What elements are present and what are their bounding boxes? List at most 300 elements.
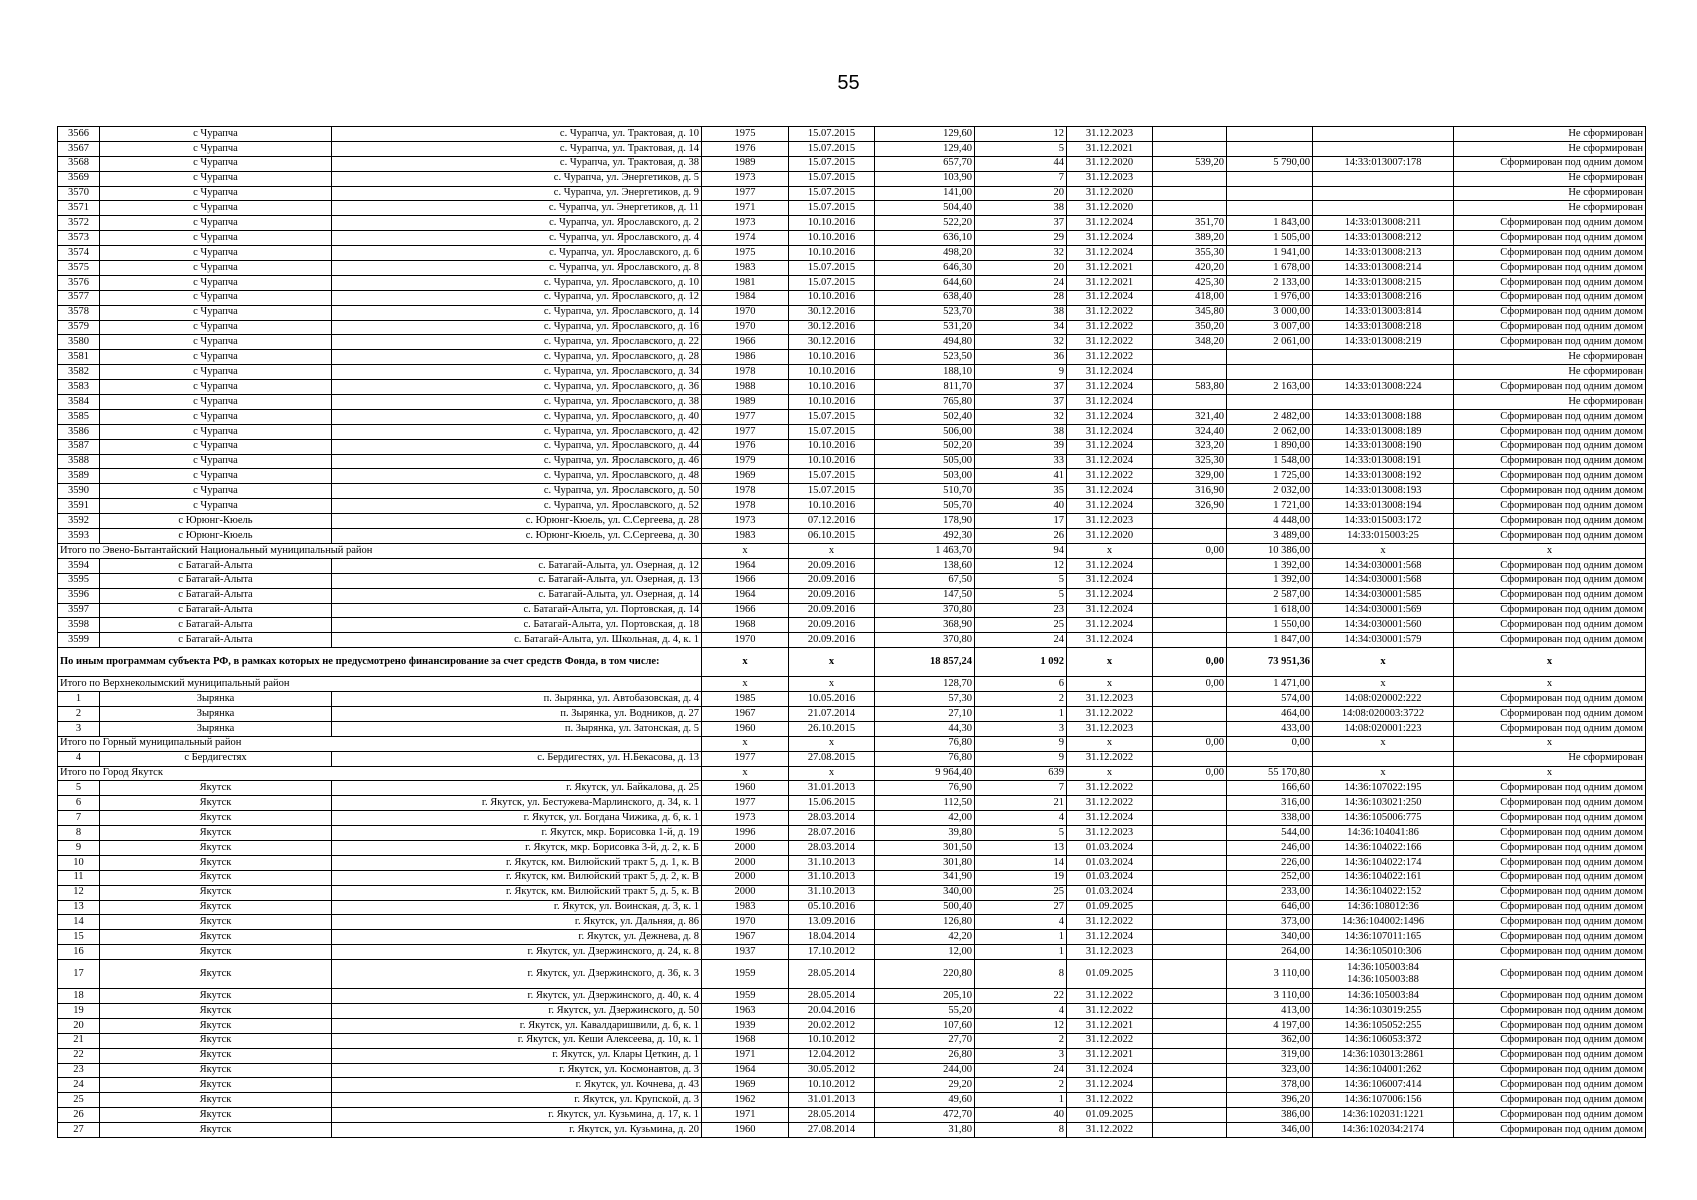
table-cell: 3597 xyxy=(58,603,100,618)
table-cell: 3577 xyxy=(58,290,100,305)
table-cell: 30.12.2016 xyxy=(789,305,875,320)
table-cell: 26.10.2015 xyxy=(789,721,875,736)
table-cell: г. Якутск, мкр. Борисовка 3-й, д. 2, к. Б xyxy=(332,840,702,855)
housing-registry-table xyxy=(57,126,1646,1138)
table-cell: 1 xyxy=(975,706,1067,721)
table-cell: 1970 xyxy=(702,633,789,648)
table-cell: 01.09.2025 xyxy=(1067,1108,1153,1123)
table-cell: с Чурапча xyxy=(100,395,332,410)
table-cell: 14:33:013003:814 xyxy=(1313,305,1454,320)
table-row xyxy=(58,231,1646,246)
table-cell xyxy=(1227,141,1313,156)
table-cell: Якутск xyxy=(100,900,332,915)
table-cell: с. Чурапча, ул. Ярославского, д. 40 xyxy=(332,409,702,424)
table-cell: 31.12.2024 xyxy=(1067,811,1153,826)
table-cell: 498,20 xyxy=(875,246,975,261)
table-cell: 31.12.2022 xyxy=(1067,706,1153,721)
table-cell: 3594 xyxy=(58,558,100,573)
table-cell: 7 xyxy=(975,171,1067,186)
table-cell: 16 xyxy=(58,945,100,960)
table-cell: 5 xyxy=(975,588,1067,603)
table-cell: 14:33:013008:191 xyxy=(1313,454,1454,469)
table-cell: 531,20 xyxy=(875,320,975,335)
table-cell: 31.12.2022 xyxy=(1067,350,1153,365)
table-row xyxy=(58,1078,1646,1093)
table-cell: Зырянка xyxy=(100,692,332,707)
table-cell: 27.08.2015 xyxy=(789,751,875,766)
table-cell: 20.09.2016 xyxy=(789,603,875,618)
table-cell: 28.03.2014 xyxy=(789,811,875,826)
table-cell: Сформирован под одним домом xyxy=(1454,1018,1646,1033)
subtotal-cell: 0,00 xyxy=(1153,648,1227,677)
table-cell: 12 xyxy=(975,127,1067,142)
table-cell xyxy=(1153,826,1227,841)
table-cell: 31.12.2024 xyxy=(1067,439,1153,454)
table-row xyxy=(58,633,1646,648)
table-cell: Сформирован под одним домом xyxy=(1454,618,1646,633)
table-cell: 14:33:013008:213 xyxy=(1313,246,1454,261)
table-cell: 31.12.2021 xyxy=(1067,1018,1153,1033)
table-cell: 522,20 xyxy=(875,216,975,231)
table-cell: 14:36:104022:152 xyxy=(1313,885,1454,900)
table-cell: 14:36:107011:165 xyxy=(1313,930,1454,945)
table-cell xyxy=(1313,127,1454,142)
table-cell: с. Чурапча, ул. Трактовая, д. 10 xyxy=(332,127,702,142)
table-cell: 1969 xyxy=(702,1078,789,1093)
table-cell: 1973 xyxy=(702,514,789,529)
subtotal-cell: x xyxy=(1313,736,1454,751)
table-cell: 370,80 xyxy=(875,603,975,618)
table-cell: Сформирован под одним домом xyxy=(1454,320,1646,335)
table-cell: 24 xyxy=(975,633,1067,648)
table-cell: 40 xyxy=(975,1108,1067,1123)
table-cell: Якутск xyxy=(100,1048,332,1063)
table-cell: с. Чурапча, ул. Ярославского, д. 28 xyxy=(332,350,702,365)
table-cell: 1 392,00 xyxy=(1227,573,1313,588)
table-cell: 340,00 xyxy=(875,885,975,900)
table-cell: Сформирован под одним домом xyxy=(1454,826,1646,841)
subtotal-row xyxy=(58,736,1646,751)
table-cell: 1962 xyxy=(702,1093,789,1108)
table-cell: 31.12.2022 xyxy=(1067,989,1153,1004)
table-row xyxy=(58,409,1646,424)
table-cell: 25 xyxy=(975,885,1067,900)
subtotal-cell: 1 463,70 xyxy=(875,543,975,558)
table-cell: 205,10 xyxy=(875,989,975,1004)
table-cell: 2 xyxy=(975,1078,1067,1093)
table-cell: 324,40 xyxy=(1153,424,1227,439)
table-cell: 1 xyxy=(975,930,1067,945)
table-cell: 67,50 xyxy=(875,573,975,588)
table-cell: 12,00 xyxy=(875,945,975,960)
table-cell: г. Якутск, км. Вилюйский тракт 5, д. 5, к. В xyxy=(332,885,702,900)
table-cell: 15.07.2015 xyxy=(789,409,875,424)
table-cell: 31.12.2024 xyxy=(1067,365,1153,380)
table-cell xyxy=(1227,395,1313,410)
table-cell: г. Якутск, ул. Дзержинского, д. 50 xyxy=(332,1003,702,1018)
table-cell: Якутск xyxy=(100,885,332,900)
table-row xyxy=(58,365,1646,380)
table-cell xyxy=(1153,1003,1227,1018)
table-cell: г. Якутск, ул. Кузьмина, д. 17, к. 1 xyxy=(332,1108,702,1123)
subtotal-row xyxy=(58,766,1646,781)
table-cell: с. Бердигестях, ул. Н.Бекасова, д. 13 xyxy=(332,751,702,766)
table-cell: с Чурапча xyxy=(100,469,332,484)
table-cell: Сформирован под одним домом xyxy=(1454,989,1646,1004)
table-cell: 76,80 xyxy=(875,751,975,766)
table-body xyxy=(58,127,1646,1138)
table-cell: 21.07.2014 xyxy=(789,706,875,721)
table-row xyxy=(58,201,1646,216)
table-cell: 14:33:013008:190 xyxy=(1313,439,1454,454)
table-cell xyxy=(1153,989,1227,1004)
subtotal-cell: x xyxy=(1313,677,1454,692)
table-cell: п. Зырянка, ул. Затонская, д. 5 xyxy=(332,721,702,736)
subtotal-cell: 94 xyxy=(975,543,1067,558)
table-cell: 27,70 xyxy=(875,1033,975,1048)
subtotal-cell: x xyxy=(1067,736,1153,751)
table-cell: 244,00 xyxy=(875,1063,975,1078)
subtotal-cell: 1 092 xyxy=(975,648,1067,677)
table-cell: 1 847,00 xyxy=(1227,633,1313,648)
table-cell: Сформирован под одним домом xyxy=(1454,499,1646,514)
table-cell: 1970 xyxy=(702,915,789,930)
table-row xyxy=(58,1123,1646,1138)
table-cell xyxy=(1153,796,1227,811)
table-cell: 28.05.2014 xyxy=(789,989,875,1004)
subtotal-cell: x xyxy=(702,736,789,751)
table-cell xyxy=(1153,171,1227,186)
table-cell: Сформирован под одним домом xyxy=(1454,469,1646,484)
subtotal-label: Итого по Горный муниципальный район xyxy=(58,736,702,751)
table-cell: 1978 xyxy=(702,484,789,499)
subtotal-cell: x xyxy=(1313,543,1454,558)
table-cell: 3580 xyxy=(58,335,100,350)
table-cell: 14:36:104041:86 xyxy=(1313,826,1454,841)
table-cell: 14:34:030001:568 xyxy=(1313,558,1454,573)
table-cell: 31.12.2024 xyxy=(1067,424,1153,439)
subtotal-label: Итого по Верхнеколымский муниципальный район xyxy=(58,677,702,692)
table-cell: 3581 xyxy=(58,350,100,365)
table-cell: 9 xyxy=(975,751,1067,766)
table-cell: 1978 xyxy=(702,365,789,380)
table-cell: с. Батагай-Алыта, ул. Озерная, д. 14 xyxy=(332,588,702,603)
table-row xyxy=(58,900,1646,915)
table-cell: с Чурапча xyxy=(100,409,332,424)
table-cell: 31.12.2021 xyxy=(1067,275,1153,290)
table-cell: 20.09.2016 xyxy=(789,558,875,573)
table-cell: 3571 xyxy=(58,201,100,216)
table-cell: Не сформирован xyxy=(1454,186,1646,201)
table-cell: 1970 xyxy=(702,320,789,335)
table-cell: 31.12.2022 xyxy=(1067,781,1153,796)
table-cell: 3575 xyxy=(58,261,100,276)
table-cell: 25 xyxy=(975,618,1067,633)
table-cell: Сформирован под одним домом xyxy=(1454,1078,1646,1093)
table-cell: 3583 xyxy=(58,380,100,395)
table-cell: г. Якутск, ул. Крупской, д. 3 xyxy=(332,1093,702,1108)
table-cell: 39 xyxy=(975,439,1067,454)
table-cell: с Чурапча xyxy=(100,141,332,156)
table-cell: 141,00 xyxy=(875,186,975,201)
table-cell: 2 xyxy=(975,1033,1067,1048)
table-cell: 31.12.2023 xyxy=(1067,721,1153,736)
table-cell: 1 550,00 xyxy=(1227,618,1313,633)
table-cell: 3 xyxy=(58,721,100,736)
subtotal-cell: 9 964,40 xyxy=(875,766,975,781)
table-row xyxy=(58,692,1646,707)
table-cell: Сформирован под одним домом xyxy=(1454,261,1646,276)
table-cell: Сформирован под одним домом xyxy=(1454,275,1646,290)
table-cell: 3585 xyxy=(58,409,100,424)
table-cell: 389,20 xyxy=(1153,231,1227,246)
table-cell: 5 790,00 xyxy=(1227,156,1313,171)
table-cell: 14:33:015003:25 xyxy=(1313,529,1454,544)
table-cell: Не сформирован xyxy=(1454,141,1646,156)
table-cell: 14:33:013008:189 xyxy=(1313,424,1454,439)
table-cell: 31.12.2022 xyxy=(1067,320,1153,335)
table-cell: с Чурапча xyxy=(100,320,332,335)
table-cell: 2 133,00 xyxy=(1227,275,1313,290)
table-cell: 10.10.2016 xyxy=(789,439,875,454)
table-cell: 3592 xyxy=(58,514,100,529)
table-cell: 3572 xyxy=(58,216,100,231)
table-cell: 14:33:013008:218 xyxy=(1313,320,1454,335)
subtotal-cell: 128,70 xyxy=(875,677,975,692)
table-cell: 4 448,00 xyxy=(1227,514,1313,529)
table-cell: с. Чурапча, ул. Энергетиков, д. 11 xyxy=(332,201,702,216)
table-cell: 1 890,00 xyxy=(1227,439,1313,454)
table-cell: 22 xyxy=(58,1048,100,1063)
table-cell: 1978 xyxy=(702,499,789,514)
table-cell: Якутск xyxy=(100,1078,332,1093)
table-cell: 14:36:103019:255 xyxy=(1313,1003,1454,1018)
table-cell: 38 xyxy=(975,424,1067,439)
table-cell: с Бердигестях xyxy=(100,751,332,766)
table-cell: 3 xyxy=(975,1048,1067,1063)
table-cell: 17 xyxy=(58,960,100,989)
table-row xyxy=(58,350,1646,365)
table-cell: 1964 xyxy=(702,588,789,603)
table-row xyxy=(58,141,1646,156)
table-cell: Не сформирован xyxy=(1454,365,1646,380)
table-cell: 1976 xyxy=(702,439,789,454)
subtotal-cell: 10 386,00 xyxy=(1227,543,1313,558)
table-cell: с Чурапча xyxy=(100,216,332,231)
table-cell: 103,90 xyxy=(875,171,975,186)
table-cell xyxy=(1153,603,1227,618)
table-row xyxy=(58,618,1646,633)
table-row xyxy=(58,588,1646,603)
table-cell: 544,00 xyxy=(1227,826,1313,841)
table-cell: 31.12.2022 xyxy=(1067,915,1153,930)
table-cell: с Чурапча xyxy=(100,424,332,439)
table-row xyxy=(58,811,1646,826)
subtotal-cell: x xyxy=(1067,766,1153,781)
table-cell: 3573 xyxy=(58,231,100,246)
table-cell: Не сформирован xyxy=(1454,751,1646,766)
subtotal-cell: x xyxy=(1454,543,1646,558)
table-cell: 31.12.2022 xyxy=(1067,1123,1153,1138)
table-cell: с Батагай-Алыта xyxy=(100,573,332,588)
table-cell: 42,20 xyxy=(875,930,975,945)
table-cell: 31.12.2024 xyxy=(1067,558,1153,573)
table-cell: 31.12.2024 xyxy=(1067,499,1153,514)
table-cell: г. Якутск, км. Вилюйский тракт 5, д. 2, к. В xyxy=(332,870,702,885)
table-cell: 1983 xyxy=(702,529,789,544)
table-cell: Сформирован под одним домом xyxy=(1454,706,1646,721)
table-cell: 28.05.2014 xyxy=(789,1108,875,1123)
table-cell: 14:36:103021:250 xyxy=(1313,796,1454,811)
table-cell: 14:36:103013:2861 xyxy=(1313,1048,1454,1063)
subtotal-cell: x xyxy=(789,543,875,558)
table-cell: 5 xyxy=(975,826,1067,841)
table-cell: 502,40 xyxy=(875,409,975,424)
table-cell: 01.03.2024 xyxy=(1067,855,1153,870)
subtotal-cell: x xyxy=(702,677,789,692)
table-cell: 1977 xyxy=(702,186,789,201)
table-cell: 583,80 xyxy=(1153,380,1227,395)
table-cell: 1963 xyxy=(702,1003,789,1018)
table-cell: 4 xyxy=(58,751,100,766)
table-cell: 14:36:102031:1221 xyxy=(1313,1108,1454,1123)
table-cell: 31.12.2023 xyxy=(1067,514,1153,529)
table-cell: 1975 xyxy=(702,246,789,261)
table-cell: 1964 xyxy=(702,1063,789,1078)
table-row xyxy=(58,290,1646,305)
table-cell: г. Якутск, ул. Богдана Чижика, д. 6, к. 1 xyxy=(332,811,702,826)
table-row xyxy=(58,514,1646,529)
table-cell: 31.12.2023 xyxy=(1067,826,1153,841)
table-cell: 1977 xyxy=(702,424,789,439)
table-cell: Якутск xyxy=(100,796,332,811)
table-cell: с. Чурапча, ул. Ярославского, д. 42 xyxy=(332,424,702,439)
table-cell: 14:36:106053:372 xyxy=(1313,1033,1454,1048)
table-cell: 31.12.2020 xyxy=(1067,529,1153,544)
table-row xyxy=(58,395,1646,410)
table-cell: с. Чурапча, ул. Ярославского, д. 6 xyxy=(332,246,702,261)
table-cell: Сформирован под одним домом xyxy=(1454,514,1646,529)
table-cell: 1966 xyxy=(702,603,789,618)
table-cell: 13 xyxy=(975,840,1067,855)
table-cell: 31.12.2023 xyxy=(1067,127,1153,142)
table-cell: с. Чурапча, ул. Трактовая, д. 14 xyxy=(332,141,702,156)
table-cell: 1988 xyxy=(702,380,789,395)
table-cell: 3 007,00 xyxy=(1227,320,1313,335)
table-cell: г. Якутск, ул. Бестужева-Марлинского, д. 34, к. 1 xyxy=(332,796,702,811)
table-cell: с. Чурапча, ул. Энергетиков, д. 5 xyxy=(332,171,702,186)
table-cell: Сформирован под одним домом xyxy=(1454,945,1646,960)
table-cell: 31.12.2024 xyxy=(1067,930,1153,945)
table-cell: Сформирован под одним домом xyxy=(1454,1123,1646,1138)
table-cell: с Чурапча xyxy=(100,246,332,261)
table-cell: 17.10.2012 xyxy=(789,945,875,960)
table-cell: 765,80 xyxy=(875,395,975,410)
table-cell: 10 xyxy=(58,855,100,870)
table-cell: 07.12.2016 xyxy=(789,514,875,529)
table-cell: Якутск xyxy=(100,1063,332,1078)
table-row xyxy=(58,1108,1646,1123)
table-cell: 3588 xyxy=(58,454,100,469)
table-cell: Сформирован под одним домом xyxy=(1454,573,1646,588)
table-cell: 37 xyxy=(975,380,1067,395)
table-cell: 31.12.2023 xyxy=(1067,171,1153,186)
table-row xyxy=(58,989,1646,1004)
table-cell: 3 110,00 xyxy=(1227,989,1313,1004)
table-cell: 2000 xyxy=(702,855,789,870)
table-cell: 510,70 xyxy=(875,484,975,499)
table-cell: 14:36:104002:1496 xyxy=(1313,915,1454,930)
subtotal-cell: 18 857,24 xyxy=(875,648,975,677)
table-cell: 1960 xyxy=(702,781,789,796)
table-cell: 31.12.2024 xyxy=(1067,1078,1153,1093)
table-cell: 226,00 xyxy=(1227,855,1313,870)
table-cell: 3578 xyxy=(58,305,100,320)
table-cell: 31.12.2024 xyxy=(1067,380,1153,395)
subtotal-cell: 55 170,80 xyxy=(1227,766,1313,781)
table-row xyxy=(58,499,1646,514)
table-cell: 22 xyxy=(975,989,1067,1004)
program-total-row xyxy=(58,648,1646,677)
subtotal-row xyxy=(58,677,1646,692)
table-cell: 10.10.2016 xyxy=(789,499,875,514)
table-cell: 9 xyxy=(975,365,1067,380)
table-cell: 29,20 xyxy=(875,1078,975,1093)
table-row xyxy=(58,840,1646,855)
table-cell: 1959 xyxy=(702,960,789,989)
table-cell: г. Якутск, ул. Байкалова, д. 25 xyxy=(332,781,702,796)
table-cell xyxy=(1313,350,1454,365)
table-cell: 28.03.2014 xyxy=(789,840,875,855)
subtotal-cell: 0,00 xyxy=(1153,766,1227,781)
table-cell: 10.10.2016 xyxy=(789,216,875,231)
table-cell xyxy=(1227,201,1313,216)
table-cell: Якутск xyxy=(100,1018,332,1033)
table-cell: с Юрюнг-Кюель xyxy=(100,529,332,544)
table-cell: 2 061,00 xyxy=(1227,335,1313,350)
table-cell: 14:33:013008:219 xyxy=(1313,335,1454,350)
cadastral-number-line: 14:36:105003:88 xyxy=(1347,974,1419,986)
subtotal-cell: x xyxy=(789,766,875,781)
table-cell: 574,00 xyxy=(1227,692,1313,707)
table-cell: 15.07.2015 xyxy=(789,261,875,276)
table-cell: 31.12.2024 xyxy=(1067,231,1153,246)
table-row xyxy=(58,1048,1646,1063)
table-cell: 1959 xyxy=(702,989,789,1004)
table-cell: 3586 xyxy=(58,424,100,439)
table-cell: 1989 xyxy=(702,156,789,171)
table-cell: 10.10.2016 xyxy=(789,290,875,305)
table-cell: 14:33:013008:193 xyxy=(1313,484,1454,499)
table-cell: 323,20 xyxy=(1153,439,1227,454)
table-cell: 37 xyxy=(975,216,1067,231)
table-cell: 26 xyxy=(58,1108,100,1123)
table-cell: 19 xyxy=(975,870,1067,885)
table-cell: Сформирован под одним домом xyxy=(1454,1108,1646,1123)
subtotal-cell: 0,00 xyxy=(1153,543,1227,558)
table-cell xyxy=(1153,201,1227,216)
table-cell: 1939 xyxy=(702,1018,789,1033)
table-cell: с. Чурапча, ул. Ярославского, д. 34 xyxy=(332,365,702,380)
table-cell: с Чурапча xyxy=(100,127,332,142)
table-row xyxy=(58,454,1646,469)
table-cell: 3567 xyxy=(58,141,100,156)
table-cell: Зырянка xyxy=(100,721,332,736)
table-cell: 355,30 xyxy=(1153,246,1227,261)
table-cell: 31.12.2024 xyxy=(1067,246,1153,261)
table-cell xyxy=(1153,721,1227,736)
subtotal-cell: 1 471,00 xyxy=(1227,677,1313,692)
